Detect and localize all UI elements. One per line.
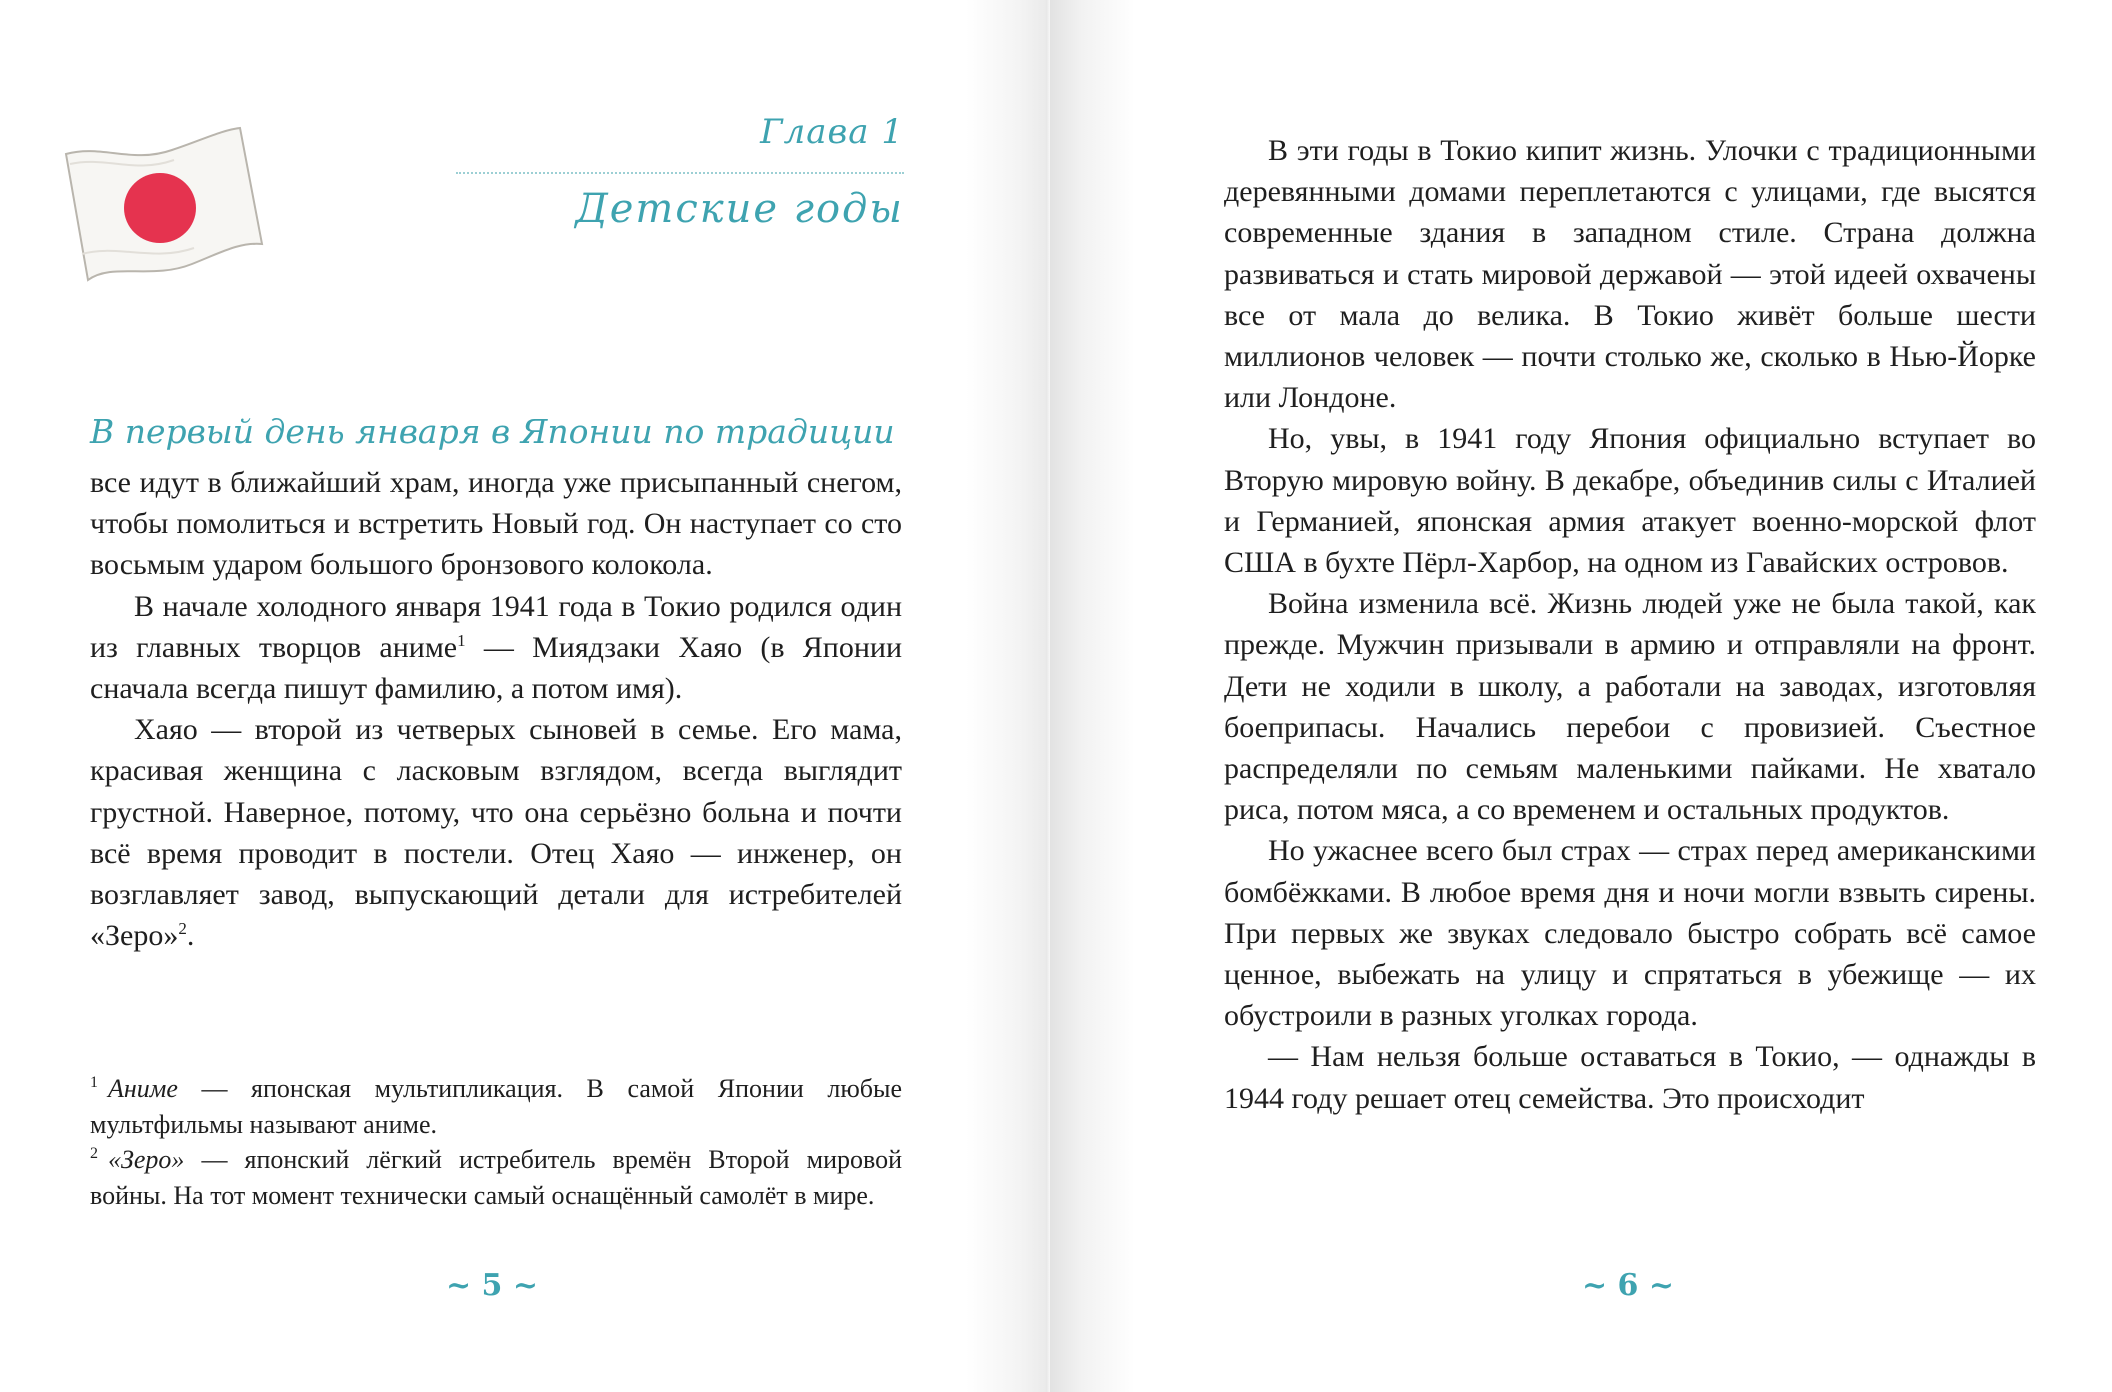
- chapter-title: Детские годы: [575, 186, 904, 232]
- paragraph: Война изменила всё. Жизнь людей уже не была такой, как прежде. Мужчин призывали в армию и отправляли на фронт. Дети не ходили в школу, а работали на заводах, изготовляя боеприпасы. Начались перебои с провизией. Съестное распределяли по семьям маленькими пайками. Не хватало риса, потом мяса, а со временем и остальных продуктов.: [1224, 587, 2036, 827]
- footnote-number: 1: [90, 1074, 98, 1092]
- page-number-left: ~ 5 ~: [445, 1268, 539, 1303]
- left-body-text: [90, 462, 902, 956]
- japan-flag-illustration: [62, 124, 266, 284]
- footnotes: [90, 1071, 902, 1213]
- paragraph: [90, 462, 902, 586]
- chapter-divider: [456, 172, 904, 174]
- chapter-label: Глава 1: [760, 112, 904, 152]
- paragraph: [90, 709, 902, 956]
- paragraph-text: все идут в ближайший храм, иногда уже присыпанный снегом, чтобы помолиться и встретить Новый год. Он наступает со сто восьмым ударом большого бронзового колокола.: [90, 466, 902, 582]
- footnote: [90, 1142, 902, 1213]
- lead-sentence: В первый день января в Японии по традиции: [90, 412, 895, 451]
- footnote-term: Аниме: [108, 1074, 178, 1103]
- footnote: [90, 1071, 902, 1142]
- paragraph: В эти годы в Токио кипит жизнь. Улочки с традиционными деревянными домами переплетаются с улицами, где высятся современные здания в западном стиле. Страна должна развиваться и стать мировой державой — этой идеей охвачены все от мала до велика. В Токио живёт больше шести миллионов человек — почти столько же, сколько в Нью-Йорке или Лондоне.: [1224, 134, 2036, 415]
- left-page: [0, 0, 1050, 1392]
- footnote-number: 2: [90, 1145, 98, 1163]
- paragraph-text: .: [186, 919, 195, 953]
- paragraph-text: Хаяо — второй из четверых сыновей в семье. Его мама, красивая женщина с ласковым взглядом, всегда выглядит грустной. Наверное, потому, что она серьёзно больна и почти всё время проводит в постели. Отец Хаяо — инженер, он возглавляет завод, выпускающий детали для истребителей «Зеро»: [90, 713, 902, 953]
- paragraph: Но ужаснее всего был страх — страх перед американскими бомбёжками. В любое время дня и ночи могли взвыть сирены. При первых же звуках следовало быстро собрать всё самое ценное, выбежать на улицу и спрятаться в убежище — их обустроили в разных уголках города.: [1224, 834, 2036, 1033]
- page-number-right: ~ 6 ~: [1581, 1268, 1675, 1303]
- footnote-term: «Зеро»: [108, 1145, 185, 1174]
- footnote-text: — японский лёгкий истребитель времён Второй мировой войны. На тот момент технически самый оснащённый самолёт в мире.: [90, 1145, 902, 1210]
- paragraph: — Нам нельзя больше оставаться в Токио, — однажды в 1944 году решает отец семейства. Это происходит: [1224, 1040, 2036, 1115]
- paragraph-text: — Миядзаки Хаяо (в Японии сначала всегда пишут фамилию, а потом имя).: [90, 630, 902, 706]
- paragraph: [90, 586, 902, 710]
- footnote-ref[interactable]: 1: [457, 630, 466, 650]
- right-body-text: [1224, 130, 2036, 1119]
- paragraph: Но, увы, в 1941 году Япония официально вступает во Вторую мировую войну. В декабре, объединив силы с Италией и Германией, японская армия атакует военно-морской флот США в бухте Пёрл-Харбор, на одном из Гавайских островов.: [1224, 422, 2036, 580]
- flag-red-disc: [124, 173, 196, 243]
- footnote-text: — японская мультипликация. В самой Японии любые мультфильмы называют аниме.: [90, 1074, 902, 1139]
- paragraph-text: В начале холодного января 1941 года в Токио родился один из главных творцов аниме: [90, 589, 902, 664]
- footnote-ref[interactable]: 2: [178, 919, 187, 939]
